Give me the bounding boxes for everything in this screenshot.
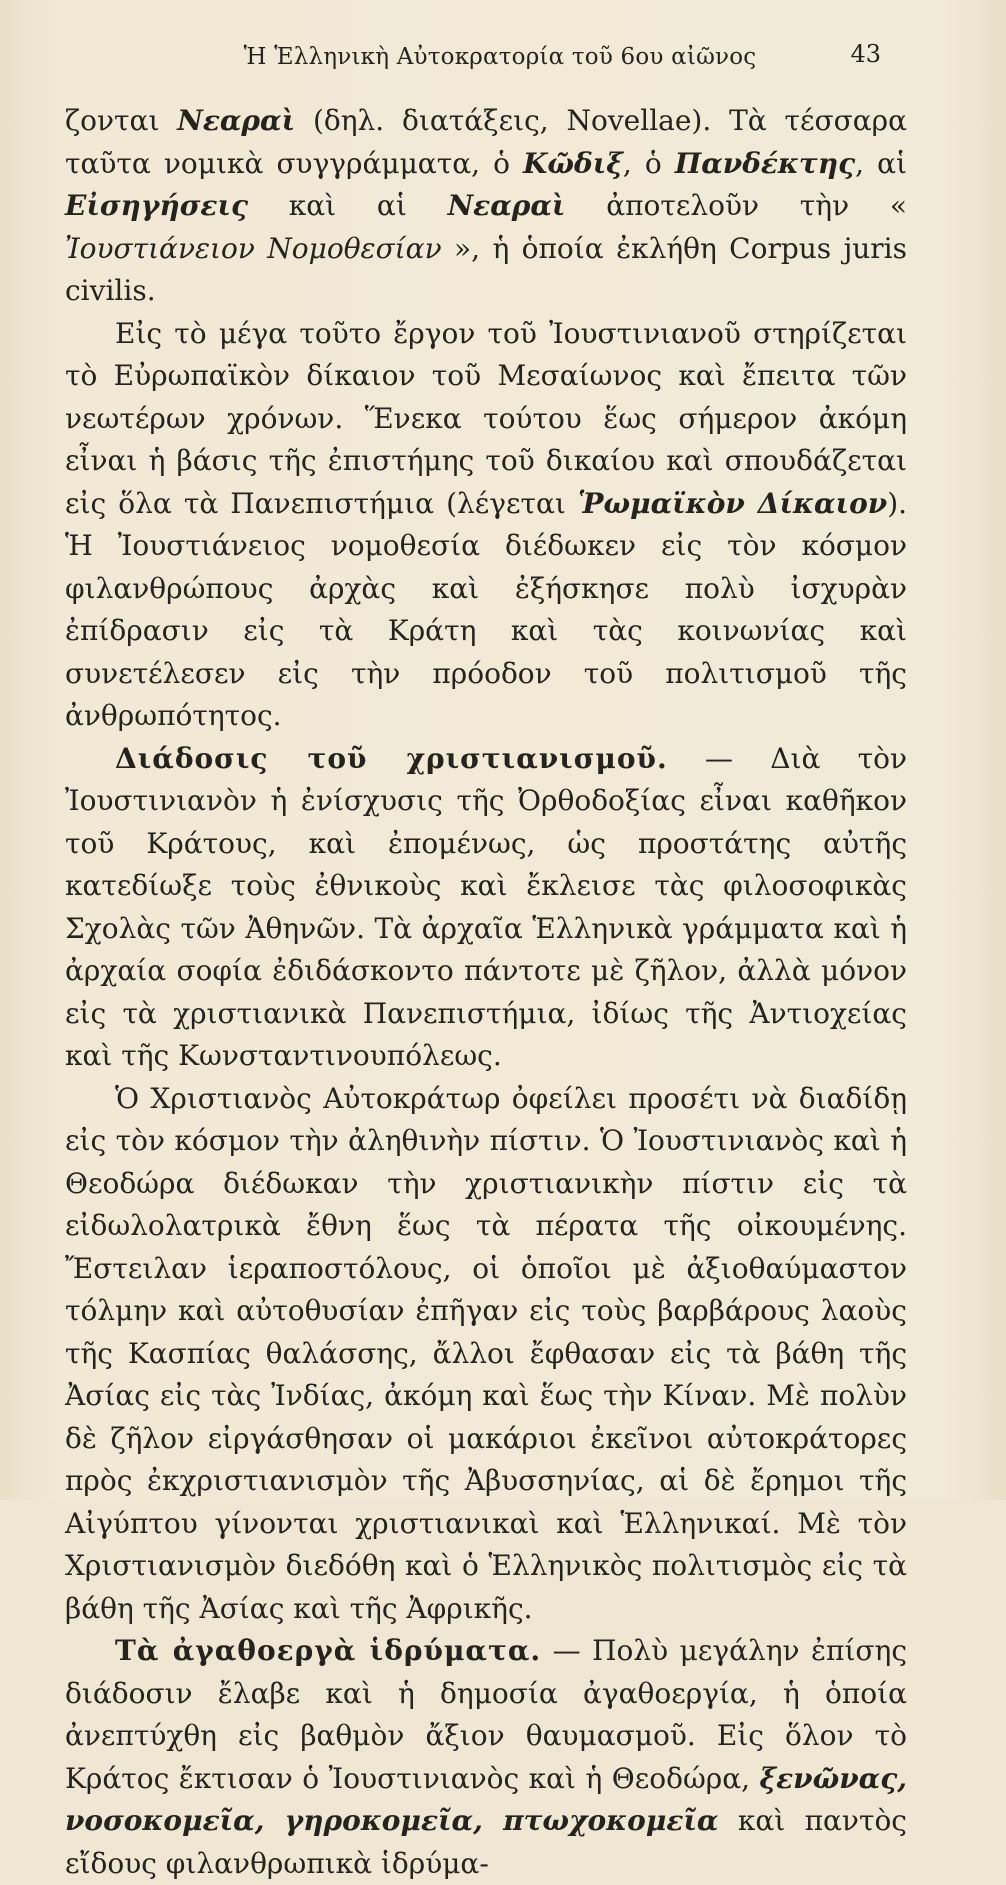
body-text: Εἰς τὸ μέγα τοῦτο ἔργον τοῦ Ἰουστινιανοῦ στηρίζεται τὸ Εὐρωπαϊκὸν δίκαιον τοῦ Μεσαίωνος καὶ ἔπειτα τῶν νεωτέρων χρόνων. Ἕνεκα τούτου ἕως σήμερον ἀκόμη εἶναι ἡ βάσις τῆς ἐπιστήμης τοῦ δικαίου καὶ σπουδάζεται εἰς ὅλα τὰ Πανεπιστήμια (λέγεται	[65, 316, 907, 520]
body-text: καὶ αἱ	[248, 189, 448, 222]
body-text: , ὁ	[622, 146, 675, 180]
italic-term: Ἰουστιάνειον Νομοθεσίαν	[65, 231, 442, 265]
body-text: », ἡ ὁποία ἐκλήθη Corpus juris civilis.	[65, 231, 907, 307]
section-heading: Διάδοσις τοῦ χριστιανισμοῦ.	[115, 741, 668, 775]
body-text: Ὁ Χριστιανὸς Αὐτοκράτωρ ὀφείλει προσέτι νὰ διαδίδῃ εἰς τὸν κόσμον τὴν ἀληθινὴν πίστιν. Ὁ Ἰουστινιανὸς καὶ ἡ Θεοδώρα διέδωκαν τὴν χριστιανικὴν πίστιν εἰς τὰ εἰδωλολατρικὰ ἔθνη ἕως τὰ πέρατα τῆς οἰκουμένης. Ἔστειλαν ἱεραποστόλους, οἱ ὁποῖοι μὲ ἀξιοθαύμαστον τόλμην καὶ αὐτοθυσίαν ἐπῆγαν εἰς τοὺς βαρβάρους λαοὺς τῆς Κασπίας θαλάσσης, ἄλλοι ἔφθασαν εἰς τὰ βάθη τῆς Ἀσίας εἰς τὰς Ἰνδίας, ἀκόμη καὶ ἕως τὴν Κίναν. Μὲ πολὺν δὲ ζῆλον εἰργάσθησαν οἱ μακάριοι ἐκεῖνοι αὐτοκράτορες πρὸς ἐκχριστιανισμὸν τῆς Ἀβυσσηνίας, αἱ δὲ ἔρημοι τῆς Αἰγύπτου γίνονται χριστιανικαὶ καὶ Ἑλληνικαί. Μὲ τὸν Χριστιανισμὸν διεδόθη καὶ ὁ Ἑλληνικὸς πολιτισμὸς εἰς τὰ βάθη τῆς Ἀσίας καὶ τῆς Ἀφρικῆς.	[65, 1081, 907, 1625]
paragraph	[65, 313, 907, 738]
running-header: Ἡ Ἑλληνικὴ Αὐτοκρατορία τοῦ 6ου αἰῶνος	[243, 44, 757, 70]
body-text: — Διὰ τὸν Ἰουστινιανὸν ἡ ἐνίσχυσις τῆς Ὀρθοδοξίας εἶναι καθῆκον τοῦ Κράτους, καὶ ἐπομένως, ὡς προστάτης αὐτῆς κατεδίωξε τοὺς ἐθνικοὺς καὶ ἔκλεισε τὰς φιλοσοφικὰς Σχολὰς τῶν Ἀθηνῶν. Τὰ ἀρχαῖα Ἑλληνικὰ γράμματα καὶ ἡ ἀρχαία σοφία ἐδιδάσκοντο πάντοτε μὲ ζῆλον, ἀλλὰ μόνον εἰς τὰ χριστιανικὰ Πανεπιστήμια, ἰδίως τῆς Ἀντιοχείας καὶ τῆς Κωνσταντινουπόλεως.	[65, 741, 907, 1072]
body-text: — Πολὺ μεγάλην ἐπίσης διάδοσιν ἔλαβε καὶ ἡ δημοσία ἀγαθοεργία, ἡ ὁποία ἀνεπτύχθη εἰς βαθμὸν ἄξιον θαυμασμοῦ. Εἰς ὅλον τὸ Κράτος ἔκτισαν ὁ Ἰουστινιανὸς καὶ ἡ Θεοδώρα,	[65, 1634, 907, 1795]
emphasized-term: Νεαραὶ	[177, 104, 296, 137]
emphasized-term: Πανδέκτης	[674, 146, 856, 180]
body-text: (δηλ. διατάξεις, Novellae). Τὰ τέσσαρα ταῦτα νομικὰ συγγράμματα, ὁ	[65, 104, 907, 180]
page-number: 43	[850, 40, 881, 68]
body-text: , αἱ	[855, 146, 907, 180]
emphasized-term: Κῶδιξ	[523, 146, 623, 180]
body-text: καὶ παντὸς εἴδους φιλανθρωπικὰ ἱδρύμα-	[65, 1804, 907, 1880]
body-text: ). Ἡ Ἰουστιάνειος νομοθεσία διέδωκεν εἰς τὸν κόσμον φιλανθρώπους ἀρχὰς καὶ ἐξήσκησε πολὺ ἰσχυρὰν ἐπίδρασιν εἰς τὰ Κράτη καὶ τὰς κοινωνίας καὶ συνετέλεσεν εἰς τὴν πρόοδον τοῦ πολιτισμοῦ τῆς ἀνθρωπότητος.	[65, 486, 908, 732]
section-heading: Τὰ ἀγαθοεργὰ ἱδρύματα.	[115, 1634, 542, 1667]
paragraph	[65, 100, 907, 313]
emphasized-term: ξενῶνας, νοσοκομεῖα, γηροκομεῖα, πτωχοκομεῖα	[65, 1761, 907, 1837]
page-body	[65, 100, 907, 1885]
body-text: ζονται	[65, 104, 178, 137]
emphasized-term: Εἰσηγήσεις	[65, 189, 248, 222]
paragraph	[65, 1078, 907, 1631]
paragraph	[65, 1630, 907, 1885]
body-text: ἀποτελοῦν τὴν «	[565, 189, 907, 222]
emphasized-term: Ῥωμαϊκὸν Δίκαιον	[577, 486, 888, 520]
emphasized-term: Νεαραὶ	[447, 189, 566, 222]
paragraph	[65, 738, 907, 1078]
